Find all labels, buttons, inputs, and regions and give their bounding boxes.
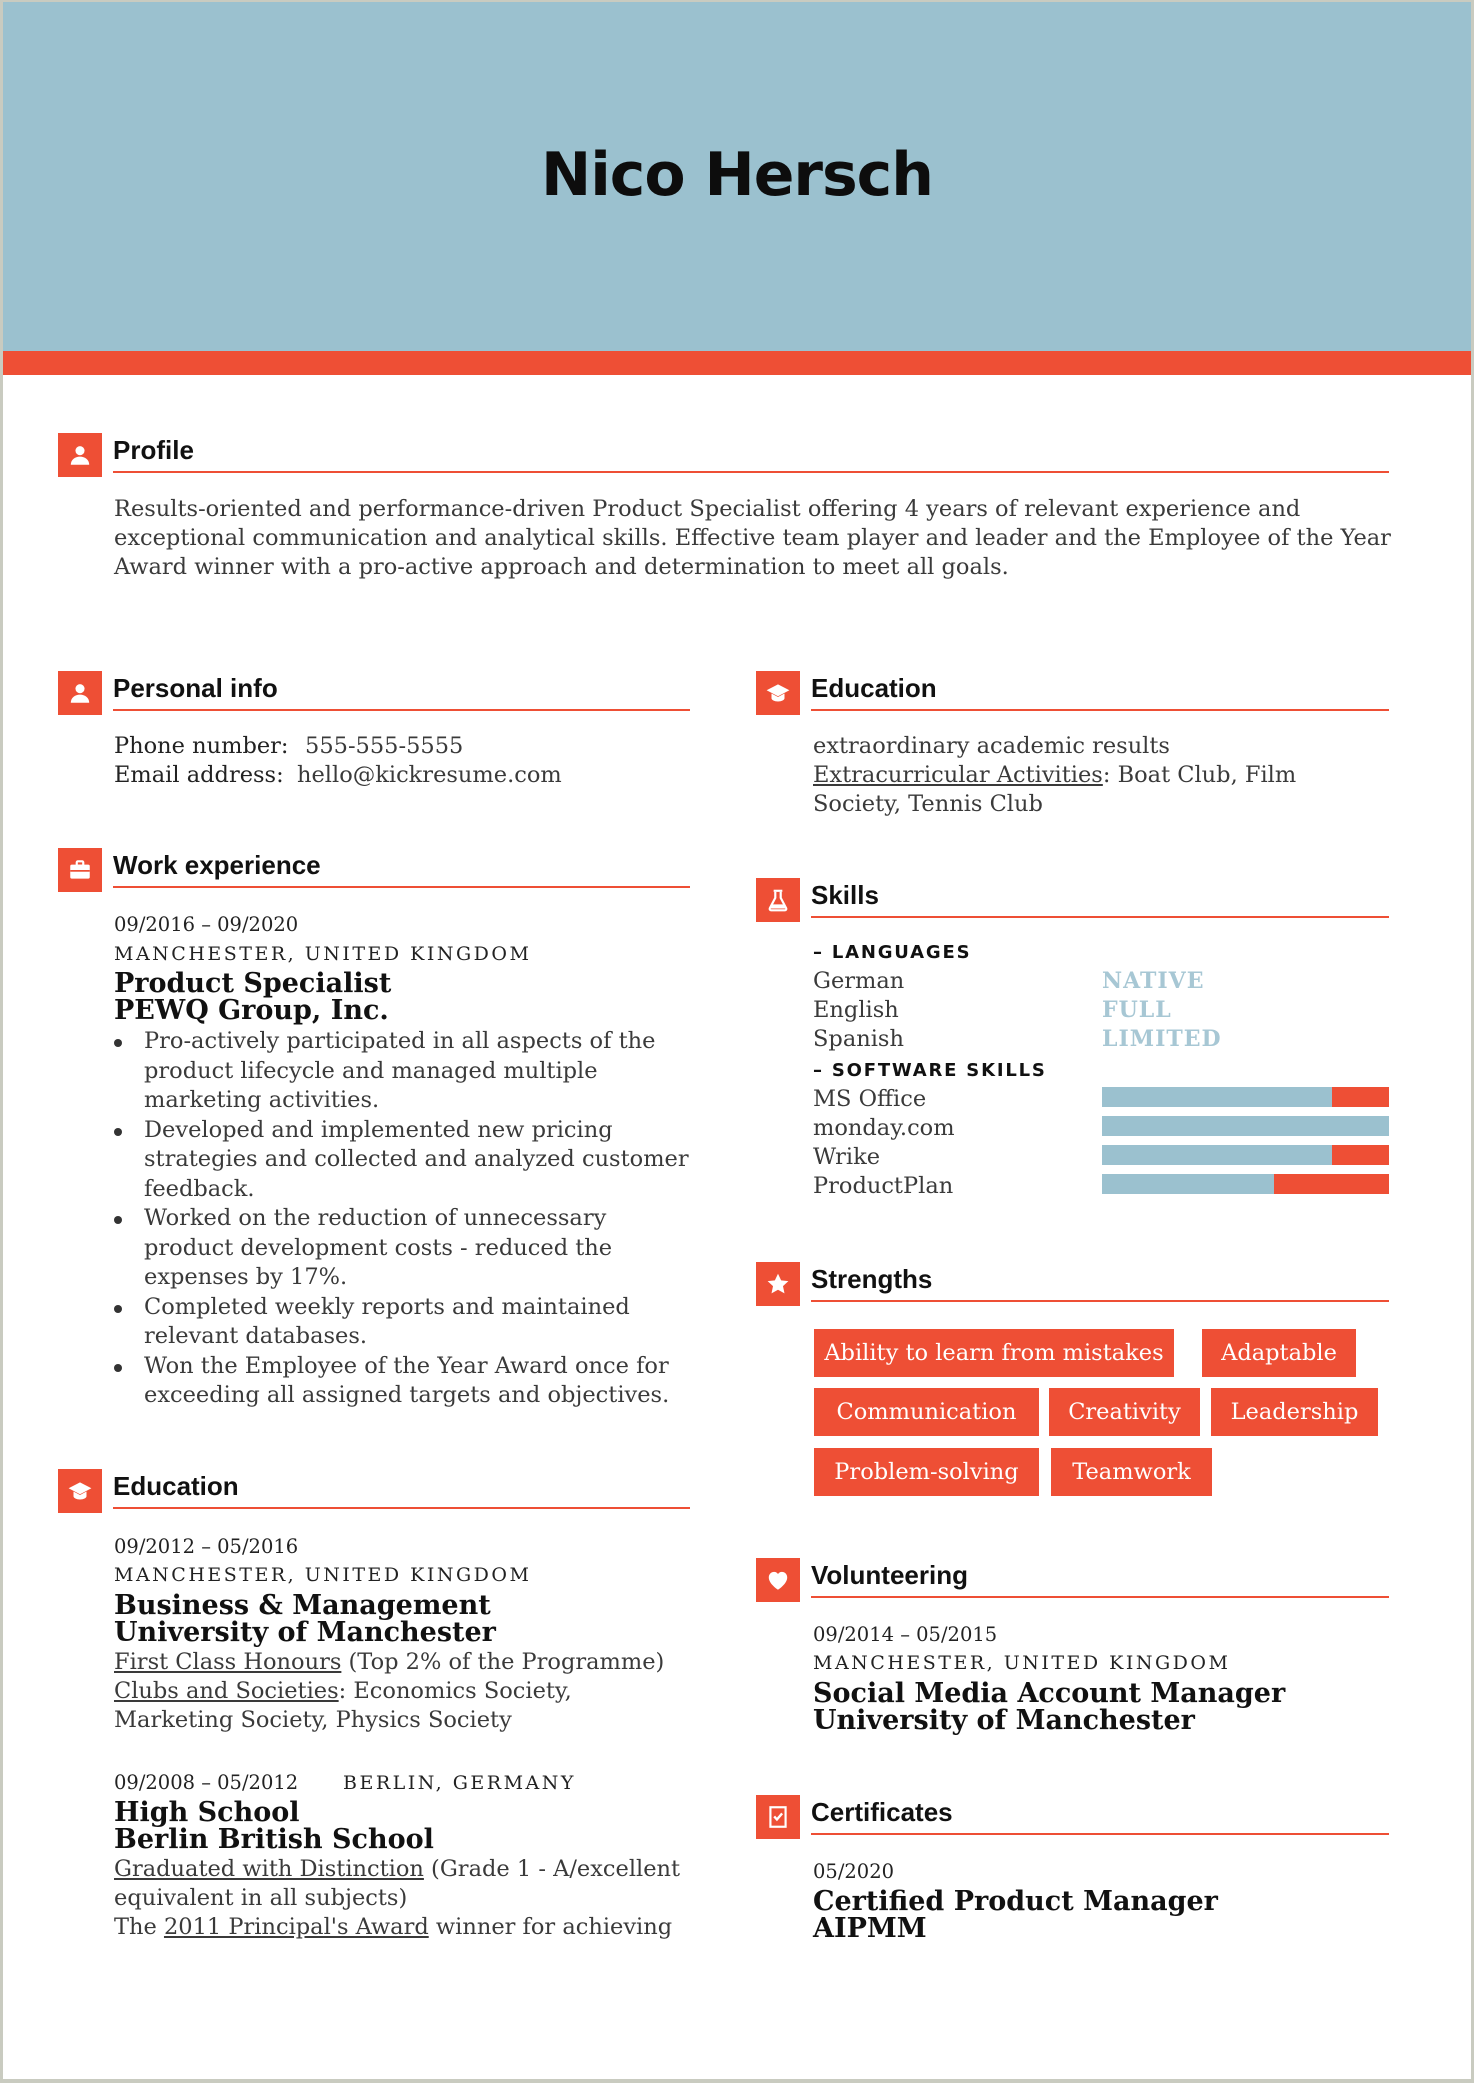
strength-tag: Communication (814, 1388, 1039, 1436)
volunteering-title: Volunteering (811, 1560, 968, 1590)
language-level: NATIVE (1102, 968, 1205, 994)
skill-level-bar (1102, 1087, 1389, 1107)
work-experience-title: Work experience (113, 850, 321, 880)
strength-tag: Problem-solving (814, 1448, 1039, 1496)
language-name: English (813, 997, 899, 1023)
flask-icon (756, 878, 800, 922)
section-divider (113, 1507, 690, 1509)
extracurricular-link[interactable]: Extracurricular Activities (813, 762, 1103, 788)
language-level: LIMITED (1102, 1026, 1222, 1052)
volunteering-location: MANCHESTER, UNITED KINGDOM (813, 1652, 1231, 1674)
education-continued-section-header (756, 671, 1389, 719)
education-graduation (114, 1855, 680, 1885)
software-name: Wrike (813, 1144, 881, 1170)
section-divider (113, 886, 690, 888)
certificate-issuer: AIPMM (813, 1913, 927, 1944)
profile-line-2: exceptional communication and analytical skills. Effective team player and leader and the Employee of the Year (114, 525, 1391, 551)
graduation-text: (Grade 1 - A/excellent (423, 1856, 681, 1882)
language-name: German (813, 968, 905, 994)
skill-level-fill (1332, 1087, 1389, 1107)
profile-line-3: Award winner with a pro-active approach and determination to meet all goals. (114, 554, 1009, 580)
section-divider (113, 471, 1389, 473)
graduation-cap-icon (58, 1469, 102, 1513)
certificate-icon (756, 1795, 800, 1839)
education-dates: 09/2012 – 05/2016 (114, 1535, 299, 1558)
education-title: Education (811, 673, 937, 703)
job-bullet: Completed weekly reports and maintained relevant databases. (114, 1293, 694, 1352)
job-location: MANCHESTER, UNITED KINGDOM (114, 943, 532, 965)
skill-level-fill (1332, 1145, 1389, 1165)
education-degree: Business & Management (114, 1590, 491, 1621)
education-school: Berlin British School (114, 1824, 434, 1855)
extracurricular-text: : Boat Club, Film (1102, 762, 1297, 788)
job-title: Product Specialist (114, 968, 392, 999)
education-award (114, 1913, 672, 1943)
heart-icon (756, 1558, 800, 1602)
job-bullet: Worked on the reduction of unnecessary product development costs - reduced the expenses by 17%. (114, 1204, 694, 1293)
certificate-name: Certified Product Manager (813, 1886, 1218, 1917)
header-accent-bar (3, 351, 1471, 375)
honours-link[interactable]: First Class Honours (114, 1649, 342, 1675)
software-skills-heading: – SOFTWARE SKILLS (813, 1060, 1047, 1081)
candidate-name: Nico Hersch (541, 140, 933, 210)
volunteering-dates: 09/2014 – 05/2015 (813, 1623, 998, 1646)
phone-label: Phone number: (114, 733, 289, 759)
software-name: ProductPlan (813, 1173, 954, 1199)
strengths-section-header (756, 1262, 1389, 1310)
graduation-cap-icon (756, 671, 800, 715)
honours-text: (Top 2% of the Programme) (341, 1649, 665, 1675)
profile-line-1: Results-oriented and performance-driven Product Specialist offering 4 years of relevant experience and (114, 496, 1301, 522)
strength-tag: Teamwork (1051, 1448, 1212, 1496)
personal-info-section-header (58, 671, 690, 719)
strength-tag: Ability to learn from mistakes (814, 1329, 1174, 1377)
email-label: Email address: (114, 762, 284, 788)
education-dates: 09/2008 – 05/2012 (114, 1771, 299, 1794)
personal-info-title: Personal info (113, 673, 278, 703)
award-text: winner for achieving (428, 1914, 673, 1940)
volunteering-role: Social Media Account Manager (813, 1678, 1286, 1709)
strength-tag: Leadership (1211, 1388, 1378, 1436)
section-divider (811, 916, 1389, 918)
skills-section-header (756, 878, 1389, 926)
profile-section-header (58, 433, 1389, 481)
skill-level-fill (1274, 1174, 1389, 1194)
education-degree: High School (114, 1797, 300, 1828)
job-bullet: Won the Employee of the Year Award once for exceeding all assigned targets and objectives. (114, 1352, 694, 1411)
section-divider (811, 1596, 1389, 1598)
job-bullet: Pro-actively participated in all aspects of the product lifecycle and managed multiple marketing activities. (114, 1027, 694, 1116)
work-experience-section-header (58, 848, 690, 896)
strength-tag: Creativity (1049, 1388, 1200, 1436)
resume-page (3, 2, 1471, 2079)
education-clubs-line-2: Marketing Society, Physics Society (114, 1707, 512, 1733)
skill-level-bar (1102, 1145, 1389, 1165)
section-divider (811, 1300, 1389, 1302)
header (3, 2, 1471, 351)
education-graduation-line-2: equivalent in all subjects) (114, 1885, 408, 1911)
skills-title: Skills (811, 880, 879, 910)
education-section-header (58, 1469, 690, 1517)
education-title: Education (113, 1471, 239, 1501)
briefcase-icon (58, 848, 102, 892)
education-extracurricular-line-2: Society, Tennis Club (813, 791, 1043, 817)
education-location: BERLIN, GERMANY (343, 1772, 576, 1794)
strength-tag: Adaptable (1202, 1329, 1356, 1377)
star-icon (756, 1262, 800, 1306)
phone-value: 555-555-5555 (305, 733, 464, 759)
profile-title: Profile (113, 435, 194, 465)
certificate-date: 05/2020 (813, 1860, 895, 1883)
section-divider (113, 709, 690, 711)
person-icon (58, 433, 102, 477)
job-bullets (114, 1027, 694, 1411)
certificates-title: Certificates (811, 1797, 953, 1827)
clubs-link[interactable]: Clubs and Societies (114, 1678, 339, 1704)
software-name: MS Office (813, 1086, 927, 1112)
graduation-link[interactable]: Graduated with Distinction (114, 1856, 424, 1882)
education-extracurricular (813, 761, 1296, 791)
languages-heading: – LANGUAGES (813, 942, 972, 963)
skill-level-bar (1102, 1174, 1389, 1194)
software-name: monday.com (813, 1115, 955, 1141)
section-divider (811, 1833, 1389, 1835)
education-location: MANCHESTER, UNITED KINGDOM (114, 1564, 532, 1586)
skill-level-bar (1102, 1116, 1389, 1136)
award-prefix: The (114, 1914, 164, 1940)
job-bullet: Developed and implemented new pricing strategies and collected and analyzed customer feedback. (114, 1116, 694, 1205)
language-level: FULL (1102, 997, 1172, 1023)
person-icon (58, 671, 102, 715)
strengths-title: Strengths (811, 1264, 933, 1294)
award-link[interactable]: 2011 Principal's Award (163, 1914, 429, 1940)
job-dates: 09/2016 – 09/2020 (114, 913, 299, 936)
job-company: PEWQ Group, Inc. (114, 995, 389, 1026)
education-clubs (114, 1677, 572, 1707)
education-results: extraordinary academic results (813, 733, 1170, 759)
language-name: Spanish (813, 1026, 904, 1052)
clubs-text: : Economics Society, (338, 1678, 572, 1704)
education-school: University of Manchester (114, 1617, 496, 1648)
section-divider (811, 709, 1389, 711)
volunteering-organization: University of Manchester (813, 1705, 1195, 1736)
education-honours (114, 1648, 664, 1678)
volunteering-section-header (756, 1558, 1389, 1606)
certificates-section-header (756, 1795, 1389, 1843)
email-value: hello@kickresume.com (297, 762, 562, 788)
